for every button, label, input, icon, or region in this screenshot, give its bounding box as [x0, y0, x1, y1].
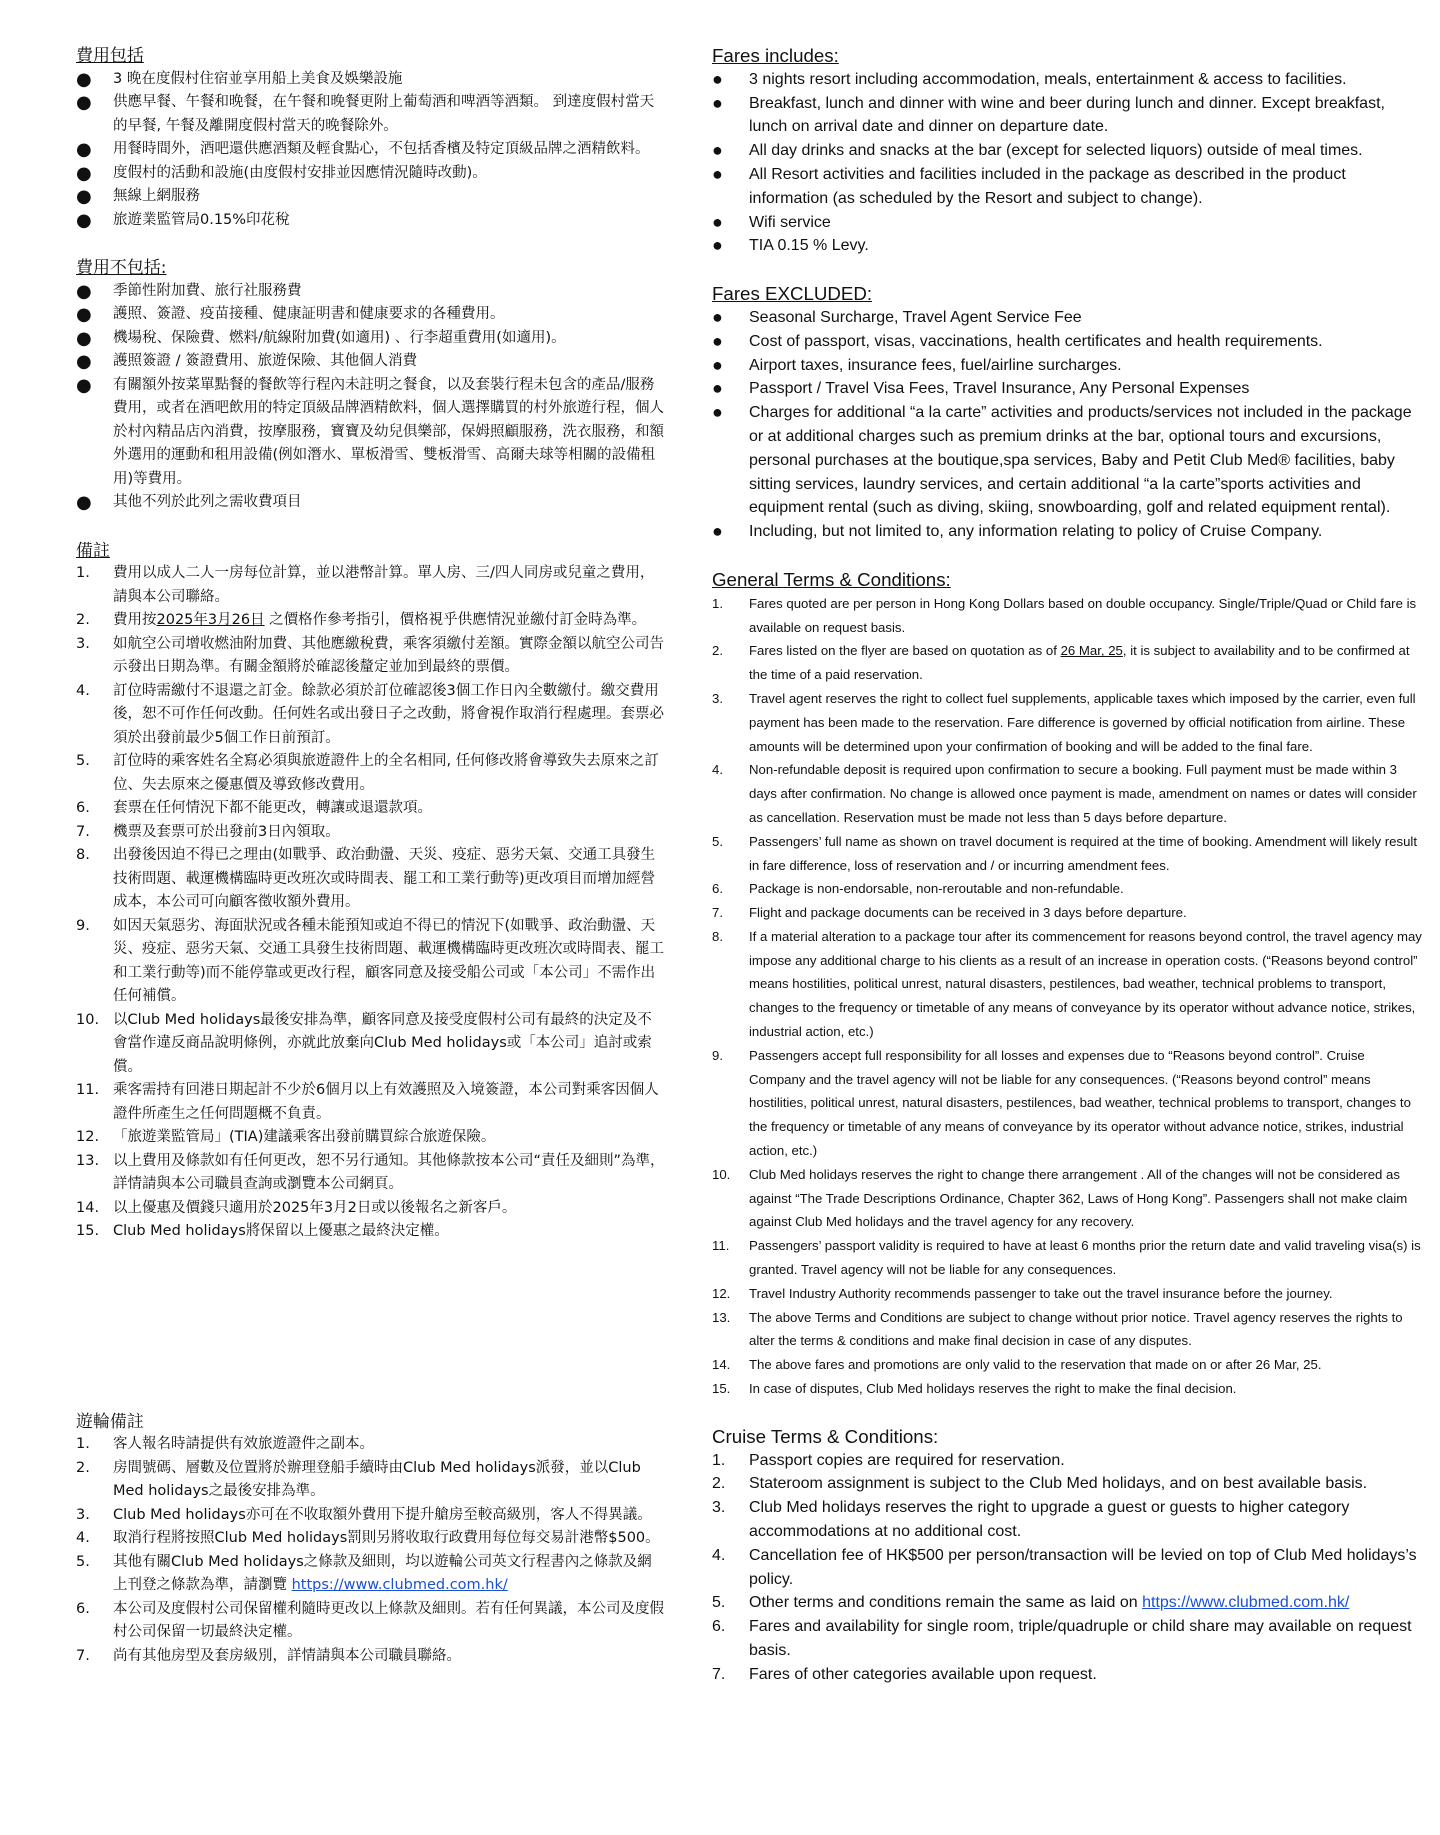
list-item: ● 旅遊業監管局0.15%印花稅 [76, 209, 290, 231]
bullet-icon: ● [712, 140, 723, 161]
list-item: ● 季節性附加費、旅行社服務費 [76, 280, 302, 302]
list-item: 6. 套票在任何情況下都不能更改，轉讓或退還款項。 [76, 800, 432, 816]
list-item: ● 護照簽證 / 簽證費用、旅遊保險、其他個人消費 [76, 351, 418, 372]
zh-excludes-title: 費用不包括: [76, 257, 167, 277]
list-item: ● Airport taxes, insurance fees, fuel/airline surcharges. [712, 354, 1424, 378]
list-item: 14. The above fares and promotions are only valid to the reservation that made on or after 26 Mar, 25. [712, 1357, 1322, 1373]
en-includes-title: Fares includes: [712, 45, 839, 66]
zh-notes-list [76, 562, 666, 1244]
bullet-icon: ● [76, 92, 92, 113]
reference-date: 26 Mar, 25 [1060, 643, 1123, 659]
bullet-icon: ● [76, 492, 92, 513]
list-item: 7. Flight and package documents can be received in 3 days before departure. [712, 905, 1187, 921]
list-item: ● Cost of passport, visas, vaccinations, health certificates and health requirements. [712, 330, 1424, 354]
bullet-icon: ● [76, 374, 92, 396]
en-cruise-title: Cruise Terms & Conditions: [712, 1425, 939, 1447]
reference-date: 2025年3月26日 [156, 612, 265, 628]
list-item: ● Seasonal Surcharge, Travel Agent Service Fee [712, 306, 1424, 330]
list-item: 15. Club Med holidays將保留以上優惠之最終決定權。 [76, 1223, 449, 1239]
list-item: 1. Passport copies are required for reservation. [712, 1451, 1065, 1469]
bullet-icon: ● [712, 330, 723, 351]
list-item: 11. Passengers’ passport validity is required to have at least 6 months prior the return date and valid traveling visa(s) is granted. Travel agency will not be liable for any consequences. [712, 1238, 1421, 1278]
en-general-title: General Terms & Conditions: [712, 568, 951, 590]
list-item: 4. Non-refundable deposit is required upon confirmation to secure a booking. Full payment must be made within 3 days after confirmation. No change is allowed once payment is made, amendment on names or dates will consider as cancellation. Reservation must be made not less than 5 days before departure. [712, 762, 1417, 825]
list-item: 14. 以上優惠及價錢只適用於2025年3月2日或以後報名之新客戶。 [76, 1199, 517, 1216]
list-item: 10. 以Club Med holidays最後安排為準，顧客同意及接受度假村公司有最終的決定及不會當作違反商品說明條例，亦就此放棄向Club Med holidays或「本公司」追討或索償。 [76, 1011, 652, 1075]
bullet-icon: ● [76, 162, 92, 184]
bullet-icon: ● [76, 186, 92, 207]
bullet-icon: ● [712, 521, 723, 542]
bullet-icon: ● [712, 378, 723, 399]
list-item: 6. Fares and availability for single room, triple/quadruple or child share may available on request basis. [712, 1618, 1412, 1659]
clubmed-link[interactable]: https://www.clubmed.com.hk/ [291, 1577, 508, 1593]
clubmed-link[interactable]: https://www.clubmed.com.hk/ [1142, 1594, 1350, 1612]
list-item: 3. Travel agent reserves the right to collect fuel supplements, applicable taxes which imposed by the carrier, even full payment has been made to the reservation. Fare difference is governed by official notification from airline. These amounts will be determined upon your confirmation of booking and will be added to the final fare. [712, 690, 1416, 754]
list-item: 12. 「旅遊業監管局」(TIA)建議乘客出發前購買綜合旅遊保險。 [76, 1129, 496, 1145]
zh-excludes-list [76, 280, 666, 515]
list-item: 4. 取消行程將按照Club Med holidays罰則另將收取行政費用每位每交易計港幣$500。 [76, 1530, 660, 1546]
list-item: 15. In case of disputes, Club Med holidays reserves the right to make the final decision. [712, 1381, 1237, 1397]
list-item: 2. Fares listed on the flyer are based on quotation as of 26 Mar, 25, it is subject to availability and to be confirmed at the time of a paid reservation. [712, 643, 1410, 683]
list-item: ● 無線上網服務 [76, 186, 200, 207]
list-item: 11. 乘客需持有回港日期起計不少於6個月以上有效護照及入境簽證，本公司對乘客因個人證件所產生之任何問題概不負責。 [76, 1082, 659, 1122]
list-item: 10. Club Med holidays reserves the right to change there arrangement . All of the changes will not be considered as against “The Trade Descriptions Ordinance, Chapter 362, Laws of Hong Kong”. Passengers shall not make claim against Club Med holidays and the travel agency for any recovery. [712, 1166, 1408, 1230]
list-item: 13. The above Terms and Conditions are subject to change without prior notice. Travel agency reserves the rights to alter the terms & conditions and make final decision in case of any disputes. [712, 1309, 1403, 1349]
list-item: 8. 出發後因迫不得已之理由(如戰爭、政治動盪、天災、疫症、惡劣天氣、交通工具發生技術問題、載運機構臨時更改班次或時間表、罷工和工業行動等)更改項目而增加經營成本，本公司可向顧客徵收額外費用。 [76, 847, 656, 910]
list-item: ● 3 nights resort including accommodation, meals, entertainment & access to facilities. [712, 68, 1424, 92]
list-item: 5. 其他有關Club Med holidays之條款及細則，均以遊輪公司英文行程書內之條款及網上刊登之條款為準，請瀏覽 https://www.clubmed.com.hk/ [76, 1553, 652, 1593]
list-item: 13. 以上費用及條款如有任何更改，恕不另行通知。其他條款按本公司“責任及細則”為準，詳情請與本公司職員查詢或瀏覽本公司網頁。 [76, 1152, 665, 1192]
list-item: ● TIA 0.15 % Levy. [712, 234, 1424, 258]
list-item: ● 護照、簽證、疫苗接種、健康証明書和健康要求的各種費用。 [76, 304, 505, 325]
list-item: 3. 如航空公司增收燃油附加費、其他應繳稅費，乘客須繳付差額。實際金額以航空公司告示發出日期為準。有關金額將於確認後釐定並加到最終的票價。 [76, 635, 664, 675]
list-item: ● Including, but not limited to, any information relating to policy of Cruise Company. [712, 520, 1424, 544]
list-item: ● 供應早餐、午餐和晚餐，在午餐和晚餐更附上葡萄酒和啤酒等酒類。 到達度假村當天的早餐, 午餐及離開度假村當天的晚餐除外。 [76, 92, 655, 134]
list-item: 6. 本公司及度假村公司保留權利隨時更改以上條款及細則。若有任何異議，本公司及度假村公司保留一切最終決定權。 [76, 1600, 664, 1640]
bullet-icon: ● [76, 280, 92, 302]
list-item: ● All day drinks and snacks at the bar (except for selected liquors) outside of meal times. [712, 139, 1424, 163]
list-item: 5. 訂位時的乘客姓名全寫必須與旅遊證件上的全名相同, 任何修改將會導致失去原來之訂位、失去原來之優惠價及導致修改費用。 [76, 753, 659, 793]
list-item: ● Charges for additional “a la carte” activities and products/services not included in the package or at additional charges such as premium drinks at the bar, optional tours and excursions, personal purchases at the boutique,spa services, Baby and Petit Club Med® facilities, baby sitting services, laundry services, and certain additional “a la carte”sports activities and equipment rental (such as diving, skiing, snowboarding, golf and related equipment rental). [712, 402, 1412, 517]
en-includes-list [712, 68, 1424, 258]
list-item: 2. Stateroom assignment is subject to the Club Med holidays, and on best available basis. [712, 1475, 1368, 1493]
zh-includes-title: 費用包括 [76, 45, 144, 65]
en-general-list [712, 592, 1424, 1401]
bullet-icon: ● [76, 351, 92, 372]
bullet-icon: ● [76, 304, 92, 325]
list-item: 8. If a material alteration to a package tour after its commencement for reasons beyond control, the travel agency may impose any additional charge to his clients as a result of an increase in operation costs. (“Reasons beyond control” means hostilities, political unrest, natural disasters, pestilences, bad weather, technical problems to transport, changes to the frequency or timetable of any means of conveyance by its operator without advance notice, strikes, industrial action, etc.) [712, 928, 1422, 1040]
bullet-icon: ● [712, 354, 723, 375]
list-item: ● 其他不列於此列之需收費項目 [76, 492, 302, 513]
bullet-icon: ● [712, 68, 723, 89]
list-item: 9. Passengers accept full responsibility for all losses and expenses due to “Reasons beyond control”. Cruise Company and the travel agency will not be liable for any consequences. (“Reasons beyond control” means hostilities, political unrest, natural disasters, pestilences, bad weather, technical problems to transport, changes to the frequency or timetable of any means of conveyance by its operator without advance notice, strikes, industrial action, etc.) [712, 1047, 1411, 1159]
list-item: 4. Cancellation fee of HK$500 per person/transaction will be levied on top of Club Med holidays’s policy. [712, 1546, 1417, 1588]
bullet-icon: ● [76, 327, 92, 349]
list-item: 1. 客人報名時請提供有效旅遊證件之副本。 [76, 1436, 374, 1452]
list-item: ● Wifi service [712, 211, 1424, 235]
list-item: 7. Fares of other categories available upon request. [712, 1665, 1097, 1683]
en-excludes-title: Fares EXCLUDED: [712, 283, 873, 305]
en-excludes-list [712, 306, 1424, 544]
zh-cruise-title: 遊輪備註 [76, 1410, 144, 1431]
list-item: 7. 機票及套票可於出發前3日內領取。 [76, 823, 340, 840]
bullet-icon: ● [712, 163, 723, 184]
list-item: ● Passport / Travel Visa Fees, Travel Insurance, Any Personal Expenses [712, 377, 1424, 401]
list-item: ● Breakfast, lunch and dinner with wine and beer during lunch and dinner. Except breakfast, lunch on arrival date and dinner on departure date. [712, 92, 1385, 136]
list-item: ● 機場稅、保險費、燃料/航線附加費(如適用) 、行李超重費用(如適用)。 [76, 327, 566, 349]
list-item: 1. 費用以成人二人一房每位計算，並以港幣計算。單人房、三/四人同房或兒童之費用，請與本公司聯絡。 [76, 565, 655, 605]
list-item: 9. 如因天氣惡劣、海面狀況或各種未能預知或迫不得已的情況下(如戰爭、政治動盪、天災、疫症、惡劣天氣、交通工具發生技術問題、載運機構臨時更改班次或時間表、罷工和工業行動等)而不能停靠或更改行程，顧客同意及接受船公司或「本公司」不需作出任何補償。 [76, 917, 664, 1004]
bullet-icon: ● [712, 306, 723, 327]
list-item: 1. Fares quoted are per person in Hong Kong Dollars based on double occupancy. Single/Triple/Quad or Child fare is available on request basis. [712, 595, 1417, 635]
zh-cruise-list [76, 1433, 666, 1668]
list-item: ● 有關額外按菜單點餐的餐飲等行程內未註明之餐食，以及套裝行程未包含的產品/服務費用，或者在酒吧飲用的特定頂級品牌酒精飲料，個人選擇購買的村外旅遊行程，個人於村內精品店內消費，按摩服務，寶寶及幼兒俱樂部，保姆照顧服務，洗衣服務，和額外選用的運動和租用設備(例如潛水、單板滑雪、雙板滑雪、高爾夫球等相關的設備租用)等費用。 [76, 374, 664, 487]
list-item: 5. Passengers’ full name as shown on travel document is required at the time of booking. Amendment will likely result in fare difference, loss of reservation and / or incurring amendment fees. [712, 833, 1418, 873]
bullet-icon: ● [712, 402, 723, 423]
list-item: ● 度假村的活動和設施(由度假村安排並因應情況隨時改動)。 [76, 162, 487, 184]
list-item: 2. 費用按2025年3月26日 之價格作參考指引，價格視乎供應情況並繳付訂金時為準。 [76, 612, 647, 628]
bullet-icon: ● [76, 139, 92, 160]
bullet-icon: ● [76, 68, 92, 90]
list-item: 6. Package is non-endorsable, non-reroutable and non-refundable. [712, 881, 1124, 897]
zh-notes-title: 備註 [76, 539, 110, 560]
bullet-icon: ● [712, 211, 723, 232]
list-item: ● 3 晚在度假村住宿並享用船上美食及娛樂設施 [76, 68, 403, 90]
list-item: 3. Club Med holidays reserves the right to upgrade a guest or guests to higher category accommodations at no additional cost. [712, 1499, 1350, 1541]
list-item: 4. 訂位時需繳付不退還之訂金。餘款必須於訂位確認後3個工作日內全數繳付。繳交費用後，恕不可作任何改動。任何姓名或出發日子之改動，將會視作取消行程處理。套票必須於出發前最少5個工作日前預訂。 [76, 682, 664, 746]
zh-includes-list [76, 68, 666, 233]
bullet-icon: ● [712, 235, 723, 256]
list-item: 2. 房間號碼、層數及位置將於辦理登船手續時由Club Med holidays派發，並以Club Med holidays之最後安排為準。 [76, 1459, 641, 1499]
list-item: 5. Other terms and conditions remain the same as laid on https://www.clubmed.com.hk/ [712, 1594, 1350, 1612]
bullet-icon: ● [76, 209, 92, 231]
list-item: 3. Club Med holidays亦可在不收取額外費用下提升艙房至較高級別，客人不得異議。 [76, 1506, 652, 1523]
english-column [712, 44, 1424, 1687]
en-cruise-list [712, 1449, 1424, 1687]
list-item: 7. 尚有其他房型及套房級別，詳情請與本公司職員聯絡。 [76, 1647, 461, 1664]
chinese-column [76, 44, 666, 1668]
bullet-icon: ● [712, 92, 723, 113]
list-item: 12. Travel Industry Authority recommends passenger to take out the travel insurance before the journey. [712, 1285, 1333, 1301]
list-item: ● All Resort activities and facilities included in the package as described in the product information (as scheduled by the Resort and subject to change). [712, 163, 1346, 207]
list-item: ● 用餐時間外，酒吧還供應酒類及輕食點心，不包括香檳及特定頂級品牌之酒精飲料。 [76, 139, 650, 160]
